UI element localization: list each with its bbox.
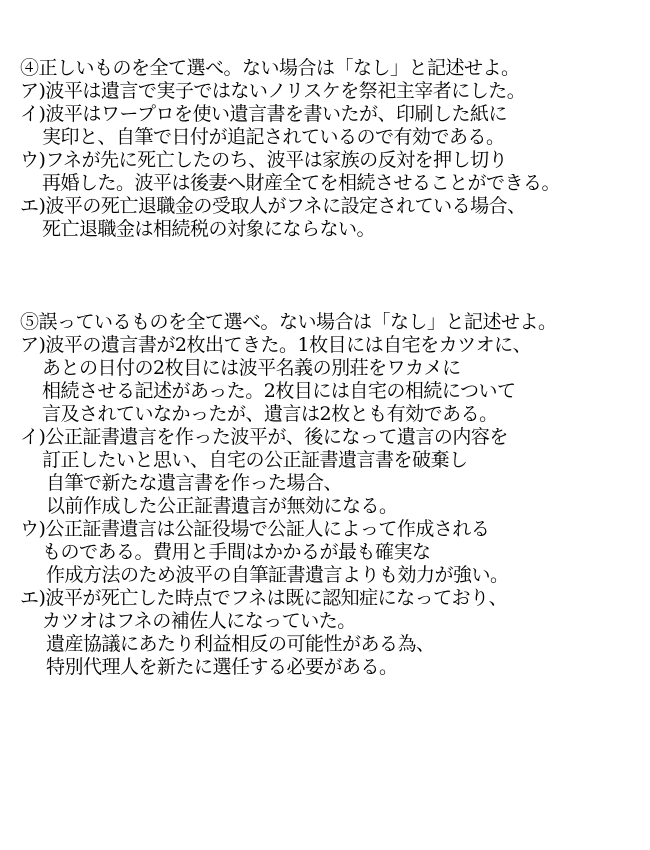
q4-option-u-line-2: 再婚した。波平は後妻へ財産全てを相続させることができる。 bbox=[42, 172, 561, 194]
q5-option-a-line-2: あとの日付の2枚目には波平名義の別荘をワカメに bbox=[42, 357, 461, 379]
q5-option-e-line-4: 特別代理人を新たに選任する必要がある。 bbox=[46, 656, 398, 678]
q5-option-a-line-3: 相続させる記述があった。2枚目には自宅の相続について bbox=[42, 380, 516, 402]
question-5-section bbox=[20, 311, 645, 679]
q5-option-u-line-3: 作成方法のため波平の自筆証書遺言よりも効力が強い。 bbox=[46, 564, 509, 586]
q4-option-i-line-2: 実印と、自筆で日付が追記されているので有効である。 bbox=[42, 126, 505, 148]
q4-option-a-line-1: ア)波平は遺言で実子ではないノリスケを祭祀主宰者にした。 bbox=[20, 80, 526, 102]
question-4-prompt: ④正しいものを全て選べ。ない場合は「なし」と記述せよ。 bbox=[20, 57, 520, 79]
question-4-section bbox=[20, 57, 645, 241]
question-5-prompt: ⑤誤っているものを全て選べ。ない場合は「なし」と記述せよ。 bbox=[20, 311, 557, 333]
q5-option-i-line-2: 訂正したいと思い、自宅の公正証書遺言書を破棄し bbox=[42, 449, 468, 471]
q4-option-u-line-1: ウ)フネが先に死亡したのち、波平は家族の反対を押し切り bbox=[20, 149, 508, 171]
q5-option-e-line-3: 遺産協議にあたり利益相反の可能性がある為、 bbox=[46, 633, 435, 655]
q5-option-u-line-2: ものである。費用と手間はかかるが最も確実な bbox=[42, 541, 431, 563]
q4-option-i-line-1: イ)波平はワープロを使い遺言書を書いたが、印刷した紙に bbox=[20, 103, 507, 125]
q5-option-e-line-2: カツオはフネの補佐人になっていた。 bbox=[42, 610, 356, 632]
q5-option-i-line-4: 以前作成した公正証書遺言が無効になる。 bbox=[46, 495, 398, 517]
q4-option-e-line-2: 死亡退職金は相続税の対象にならない。 bbox=[42, 218, 376, 240]
q5-option-i-line-3: 自筆で新たな遺言書を作った場合、 bbox=[46, 472, 343, 494]
q5-option-e-line-1: エ)波平が死亡した時点でフネは既に認知症になっており、 bbox=[20, 587, 508, 609]
q5-option-i-line-1: イ)公正証書遺言を作った波平が、後になって遺言の内容を bbox=[20, 426, 508, 448]
q5-option-u-line-1: ウ)公正証書遺言は公証役場で公証人によって作成される bbox=[20, 518, 490, 540]
q5-option-a-line-1: ア)波平の遺言書が2枚出てきた。1枚目には自宅をカツオに、 bbox=[20, 334, 532, 356]
q5-option-a-line-4: 言及されていなかったが、遺言は2枚とも有効である。 bbox=[42, 403, 498, 425]
q4-option-e-line-1: エ)波平の死亡退職金の受取人がフネに設定されている場合、 bbox=[20, 195, 526, 217]
